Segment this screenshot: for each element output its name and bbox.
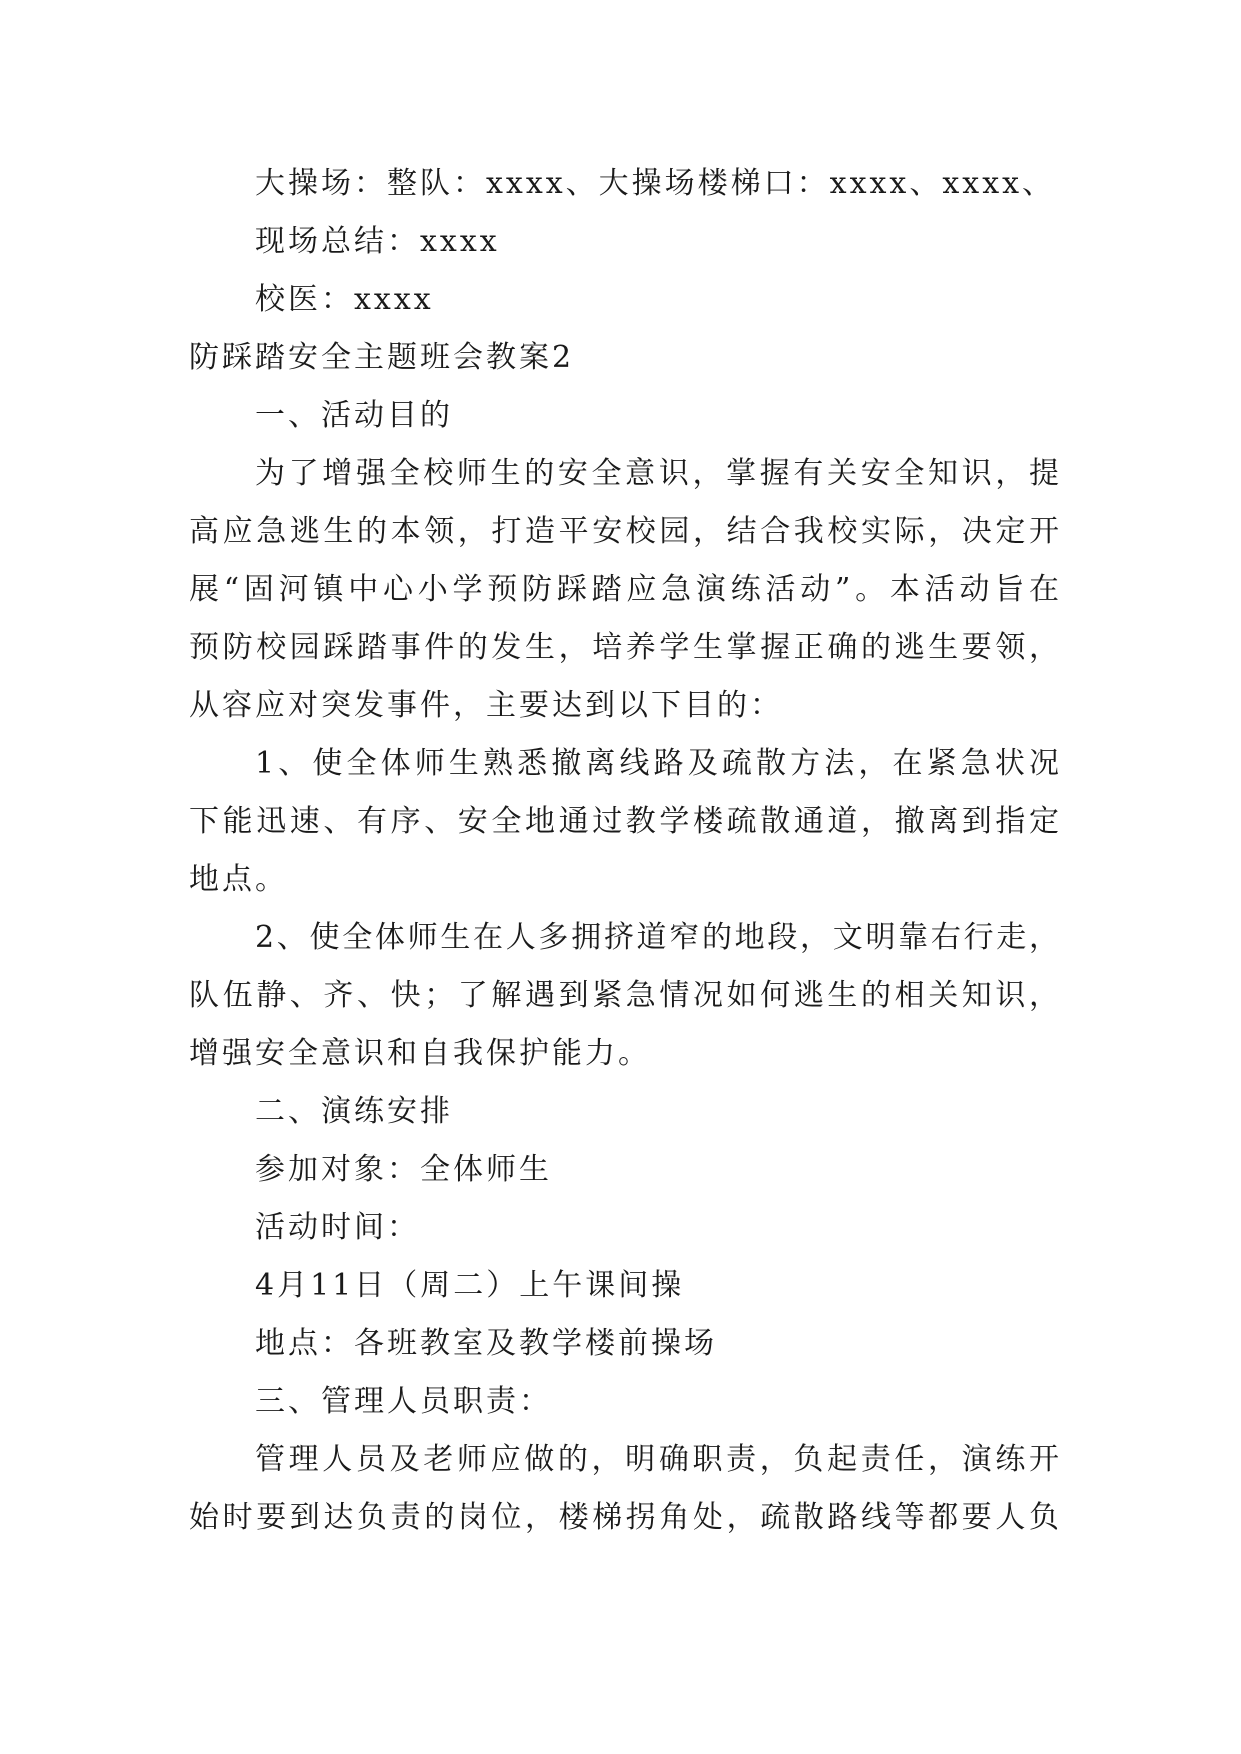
paragraph-line: 队伍静、齐、快；了解遇到紧急情况如何逃生的相关知识， [189, 978, 1059, 1013]
paragraph-line: 为了增强全校师生的安全意识，掌握有关安全知识，提 [255, 456, 1059, 491]
paragraph-line: 高应急逃生的本领，打造平安校园，结合我校实际，决定开 [189, 514, 1059, 549]
paragraph-line: 始时要到达负责的岗位，楼梯拐角处，疏散路线等都要人负 [189, 1500, 1059, 1535]
activity-time-value: 4月11日（周二）上午课间操 [255, 1268, 685, 1303]
paragraph-line: 预防校园踩踏事件的发生，培养学生掌握正确的逃生要领， [189, 630, 1059, 665]
heading-duties: 三、管理人员职责： [255, 1384, 552, 1419]
list-item-1: 1、使全体师生熟悉撤离线路及疏散方法，在紧急状况 [255, 746, 1059, 781]
paragraph-line: 地点。 [189, 862, 288, 897]
paragraph-line: 从容应对突发事件，主要达到以下目的： [189, 688, 783, 723]
assignment-playground: 大操场：整队：xxxx、大操场楼梯口：xxxx、xxxx、 [255, 166, 1056, 201]
paragraph-line: 管理人员及老师应做的，明确职责，负起责任，演练开 [255, 1442, 1059, 1477]
participants: 参加对象：全体师生 [255, 1152, 552, 1187]
heading-arrangement: 二、演练安排 [255, 1094, 453, 1129]
document-body [189, 155, 1059, 1547]
assignment-doctor: 校医：xxxx [255, 282, 434, 317]
location: 地点：各班教室及教学楼前操场 [255, 1326, 717, 1361]
paragraph-line: 增强安全意识和自我保护能力。 [189, 1036, 651, 1071]
activity-time-label: 活动时间： [255, 1210, 420, 1245]
paragraph-line: 展“固河镇中心小学预防踩踏应急演练活动”。本活动旨在 [189, 572, 1059, 607]
list-item-2: 2、使全体师生在人多拥挤道窄的地段，文明靠右行走， [255, 920, 1059, 955]
heading-purpose: 一、活动目的 [255, 398, 453, 433]
paragraph-line: 下能迅速、有序、安全地通过教学楼疏散通道，撤离到指定 [189, 804, 1059, 839]
assignment-summary: 现场总结：xxxx [255, 224, 500, 259]
section-title: 防踩踏安全主题班会教案2 [189, 340, 575, 375]
